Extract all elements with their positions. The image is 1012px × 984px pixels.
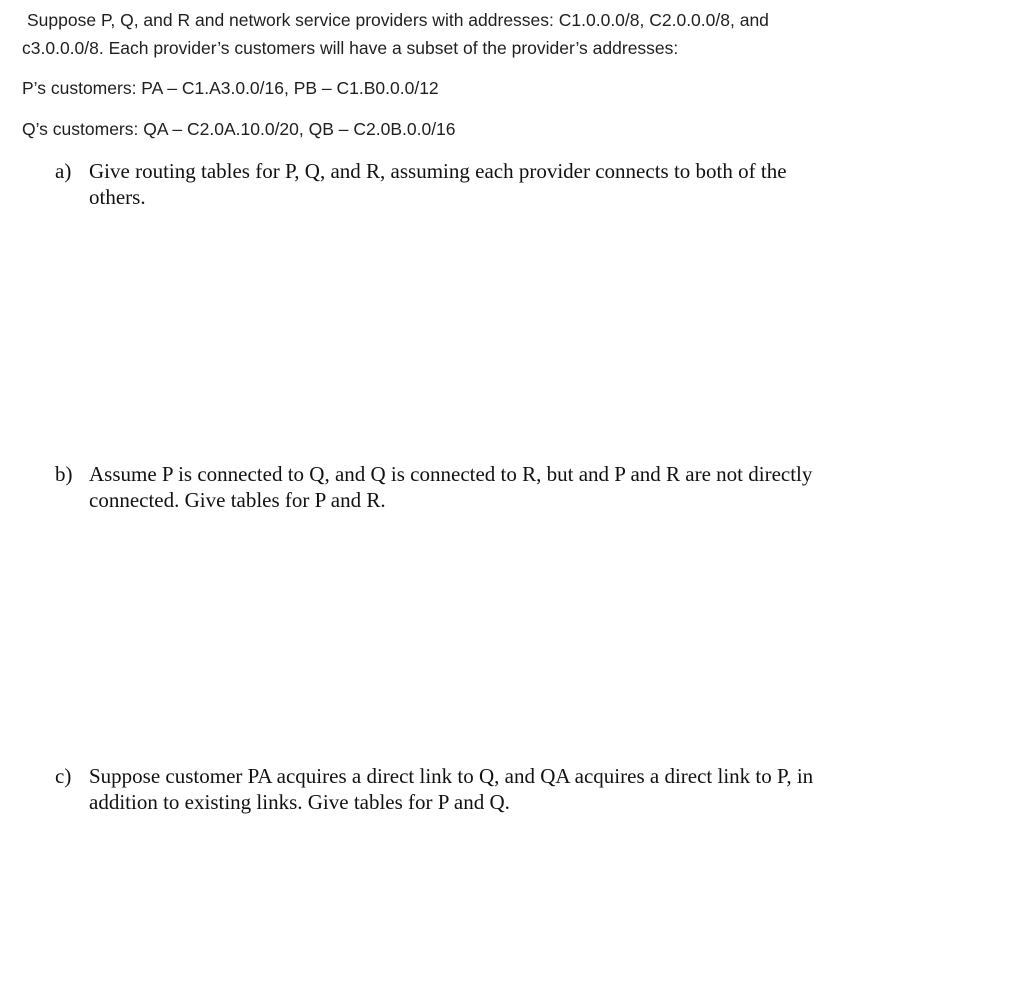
question-c (55, 763, 895, 815)
question-b-line-2: connected. Give tables for P and R. (89, 488, 386, 512)
question-a (55, 158, 895, 210)
question-c-line-1: Suppose customer PA acquires a direct link to Q, and QA acquires a direct link to P, in (89, 764, 814, 788)
question-a-line-2: others. (89, 185, 146, 209)
question-a-marker: a) (55, 159, 72, 183)
question-c-line-2: addition to existing links. Give tables for P and Q. (89, 790, 510, 814)
answer-space-c (0, 817, 1012, 982)
question-b-text (89, 461, 895, 513)
q-customers-line: Q’s customers: QA – C2.0A.10.0/20, QB – C2.0B.0.0/16 (22, 119, 456, 139)
question-c-marker: c) (55, 764, 72, 788)
intro-line-1: Suppose P, Q, and R and network service providers with addresses: C1.0.0.0/8, C2.0.0.0/8, and (27, 10, 769, 30)
p-customers-line: P’s customers: PA – C1.A3.0.0/16, PB – C1.B0.0.0/12 (22, 78, 439, 98)
question-a-text (89, 158, 895, 210)
answer-space-b (0, 515, 1012, 760)
question-a-line-1: Give routing tables for P, Q, and R, assuming each provider connects to both of the (89, 159, 787, 183)
question-c-text (89, 763, 895, 815)
intro-paragraph (22, 6, 842, 62)
question-b-marker: b) (55, 462, 73, 486)
question-b (55, 461, 895, 513)
answer-space-a (0, 212, 1012, 457)
intro-line-2: c3.0.0.0/8. Each provider’s customers will have a subset of the provider’s addresses: (22, 38, 679, 58)
question-b-line-1: Assume P is connected to Q, and Q is connected to R, but and P and R are not directly (89, 462, 813, 486)
